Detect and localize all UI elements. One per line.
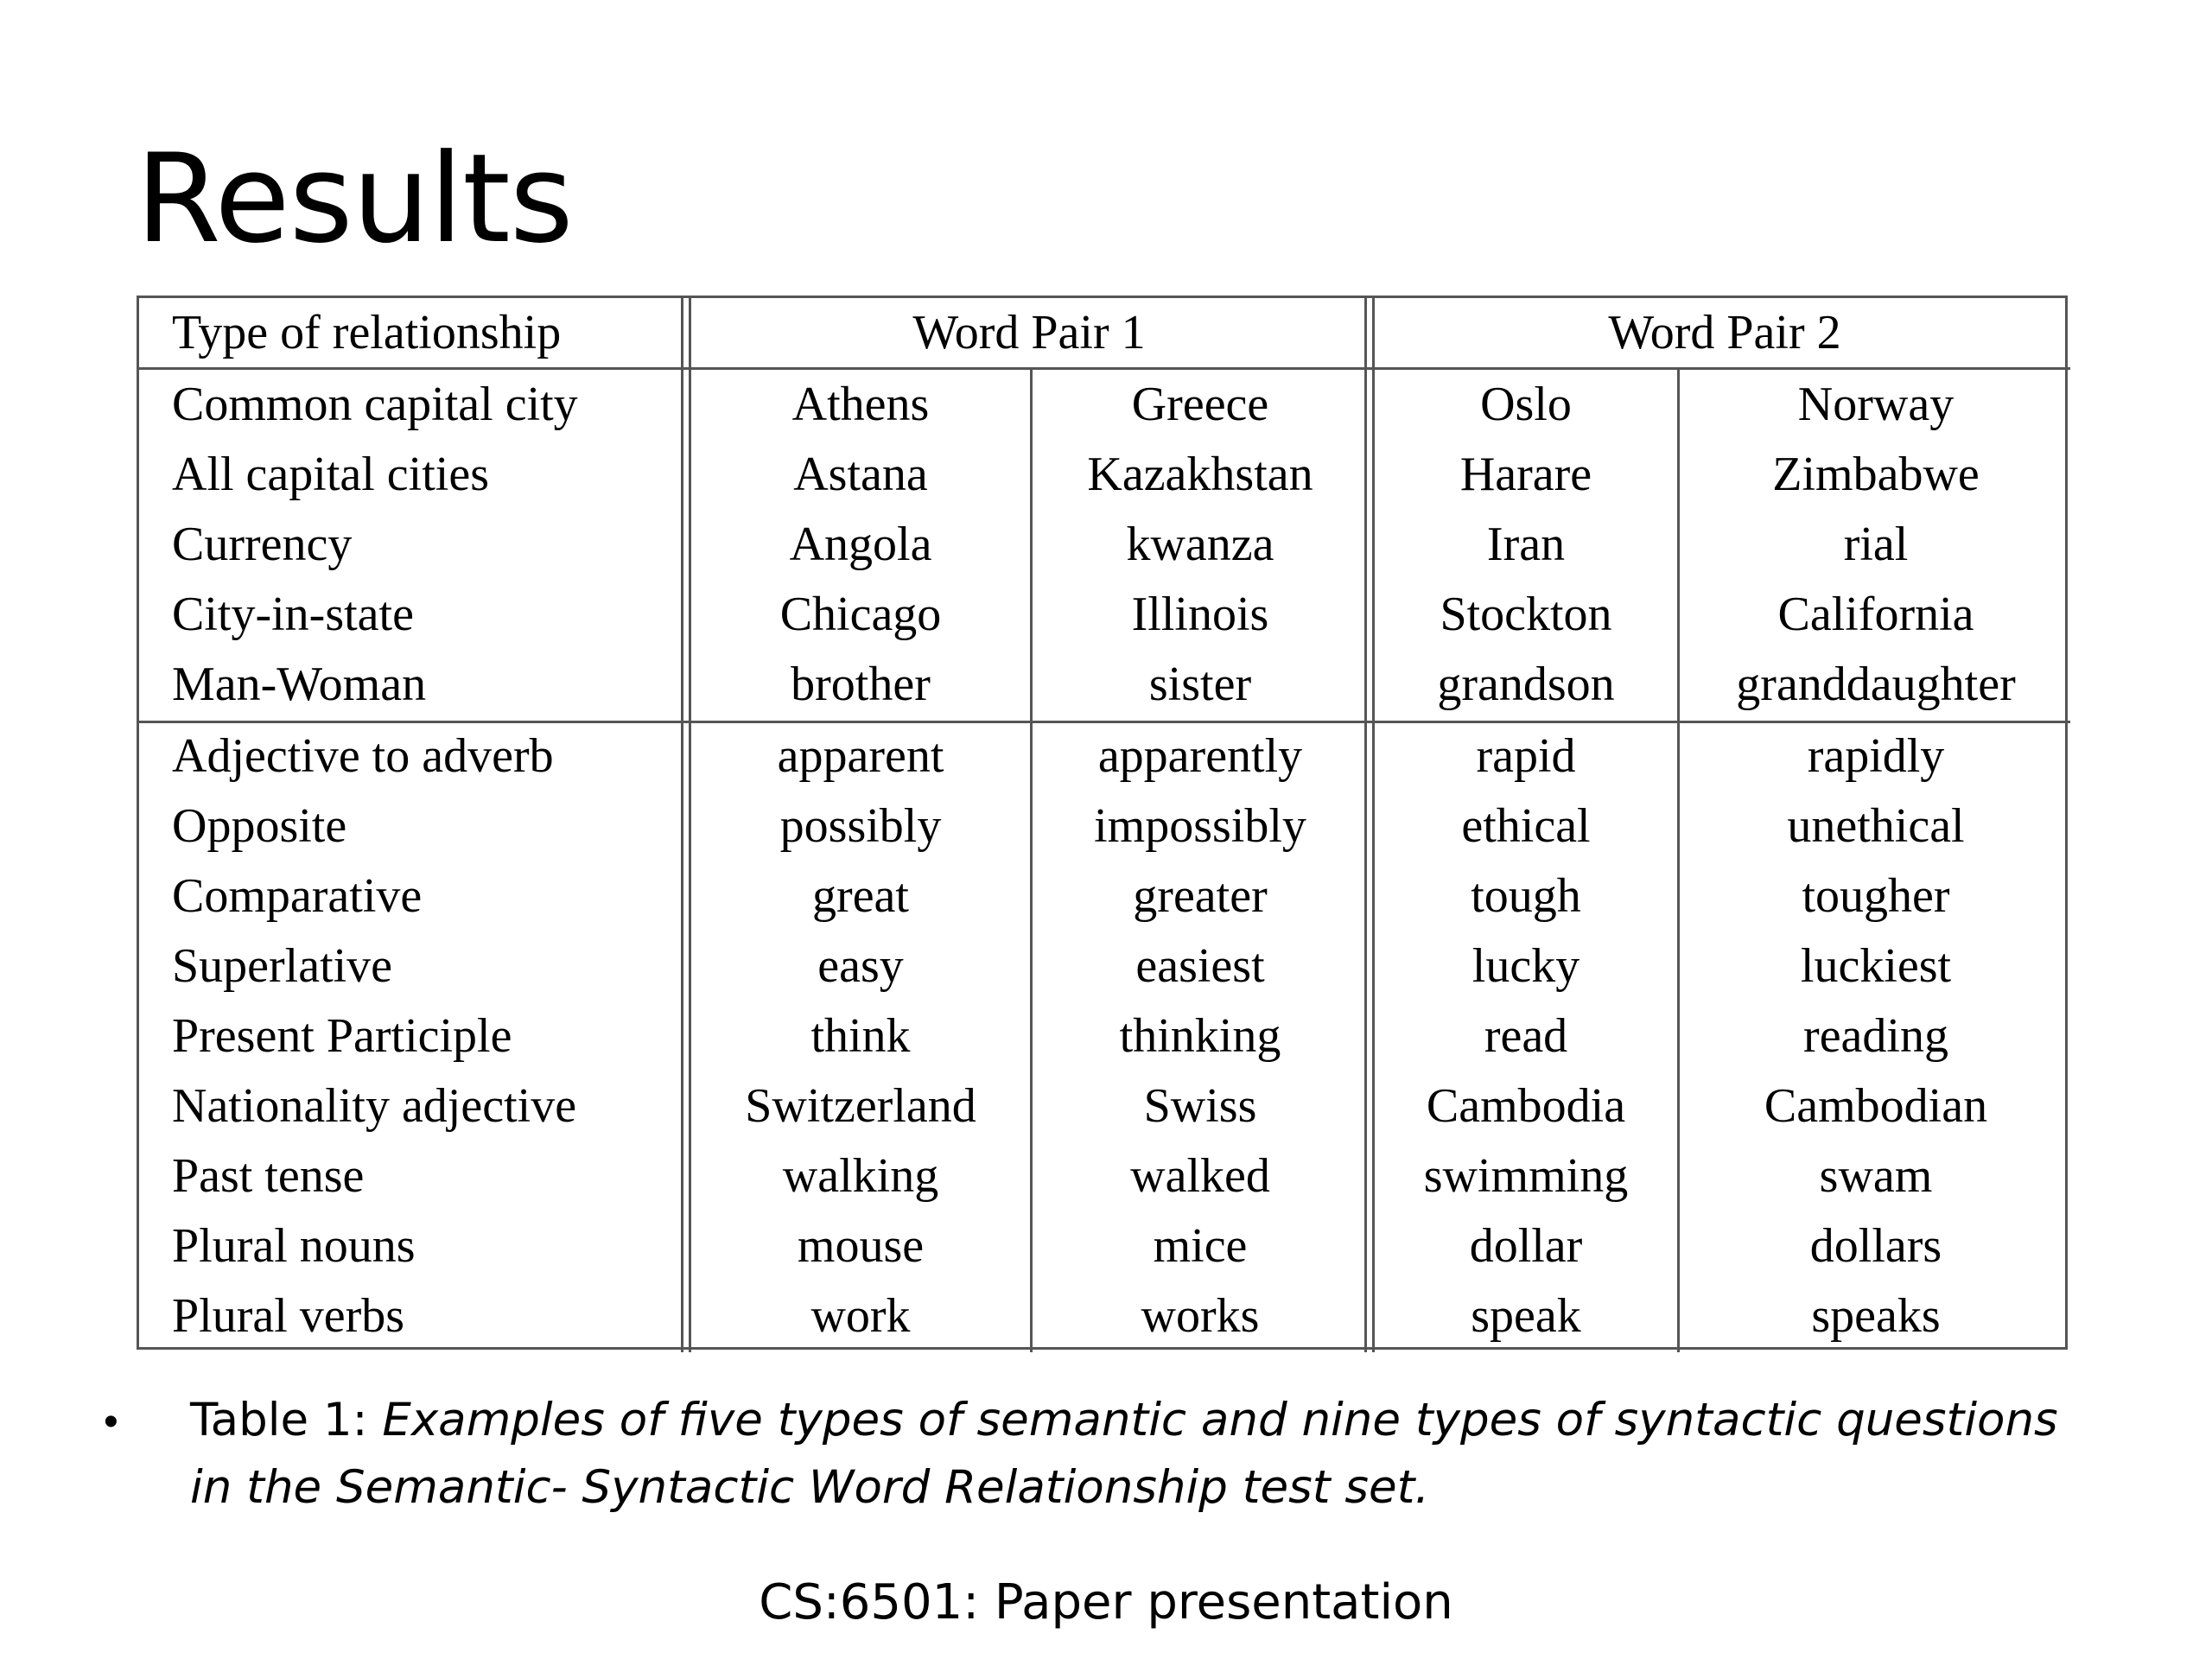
caption-prefix: Table 1: — [190, 1394, 383, 1446]
divider-pairs-double-a — [1364, 298, 1367, 1352]
divider-type-double-b — [689, 298, 691, 1352]
syntactic-row-pair1-word1: walking — [782, 1149, 939, 1203]
syntactic-row-relationship-type: Opposite — [172, 799, 347, 853]
semantic-row-pair1-word1: Astana — [793, 448, 928, 501]
divider-pair2-words — [1677, 367, 1680, 1352]
semantic-row-pair1-word1: Chicago — [779, 588, 942, 641]
slide-title: Results — [136, 128, 573, 270]
semantic-row-pair2-word1: grandson — [1437, 658, 1615, 711]
syntactic-row-relationship-type: Past tense — [172, 1149, 365, 1203]
syntactic-row-pair2-word1: Cambodia — [1426, 1079, 1626, 1133]
semantic-row-pair2-word1: Harare — [1459, 448, 1592, 501]
syntactic-row-pair1-word2: greater — [1133, 869, 1268, 923]
semantic-row-pair2-word2: granddaughter — [1736, 658, 2016, 711]
word-relationship-table — [137, 296, 2068, 1350]
semantic-row-pair1-word1: brother — [791, 658, 931, 711]
syntactic-row-pair1-word1: think — [810, 1009, 911, 1063]
caption-italic-text: Examples of five types of semantic and nine types of syntactic questions in the Semantic- Syntactic Word Relationship test set. — [190, 1394, 2058, 1514]
semantic-row-relationship-type: All capital cities — [172, 448, 489, 501]
syntactic-row-pair1-word2: Swiss — [1143, 1079, 1257, 1133]
syntactic-row-pair1-word1: great — [812, 869, 909, 923]
header-word-pair-1: Word Pair 1 — [912, 306, 1146, 359]
semantic-row-relationship-type: Man-Woman — [172, 658, 427, 711]
syntactic-row-pair1-word2: works — [1141, 1289, 1260, 1343]
syntactic-row-pair1-word1: Switzerland — [745, 1079, 976, 1133]
syntactic-row-pair2-word2: reading — [1803, 1009, 1948, 1063]
semantic-row-pair1-word2: kwanza — [1126, 518, 1274, 571]
syntactic-row-pair2-word2: dollars — [1809, 1219, 1942, 1273]
syntactic-row-pair2-word1: ethical — [1461, 799, 1591, 853]
syntactic-row-pair2-word2: tougher — [1802, 869, 1950, 923]
syntactic-row-pair1-word1: possibly — [779, 799, 942, 853]
syntactic-row-relationship-type: Plural verbs — [172, 1289, 405, 1343]
syntactic-row-pair1-word2: easiest — [1135, 939, 1265, 993]
syntactic-row-pair2-word2: Cambodian — [1764, 1079, 1988, 1133]
semantic-row-pair2-word2: Norway — [1797, 378, 1955, 431]
semantic-row-pair2-word2: California — [1777, 588, 1974, 641]
syntactic-row-relationship-type: Present Participle — [172, 1009, 512, 1063]
semantic-row-pair2-word1: Oslo — [1480, 378, 1572, 431]
semantic-row-pair1-word2: Illinois — [1131, 588, 1269, 641]
divider-pairs-double-b — [1372, 298, 1375, 1352]
syntactic-row-pair2-word1: swimming — [1423, 1149, 1629, 1203]
syntactic-row-pair2-word1: tough — [1471, 869, 1581, 923]
table-caption — [190, 1387, 2108, 1522]
syntactic-row-pair1-word1: easy — [817, 939, 904, 993]
syntactic-row-pair2-word2: unethical — [1787, 799, 1965, 853]
syntactic-row-pair2-word2: rapidly — [1807, 729, 1945, 783]
syntactic-row-relationship-type: Comparative — [172, 869, 423, 923]
syntactic-row-pair2-word1: read — [1484, 1009, 1568, 1063]
syntactic-row-pair2-word1: dollar — [1469, 1219, 1583, 1273]
syntactic-row-pair2-word2: swam — [1819, 1149, 1933, 1203]
syntactic-row-relationship-type: Adjective to adverb — [172, 729, 554, 783]
semantic-syntactic-divider — [139, 721, 2070, 723]
syntactic-row-pair1-word2: thinking — [1119, 1009, 1281, 1063]
syntactic-row-relationship-type: Plural nouns — [172, 1219, 416, 1273]
syntactic-row-pair2-word1: rapid — [1476, 729, 1576, 783]
syntactic-row-pair2-word1: lucky — [1471, 939, 1580, 993]
header-type-of-relationship: Type of relationship — [172, 306, 562, 359]
semantic-row-pair2-word1: Iran — [1486, 518, 1566, 571]
semantic-row-pair2-word2: rial — [1843, 518, 1909, 571]
syntactic-row-pair1-word2: apparently — [1097, 729, 1303, 783]
syntactic-row-pair1-word2: impossibly — [1094, 799, 1306, 853]
syntactic-row-pair1-word2: walked — [1130, 1149, 1270, 1203]
header-word-pair-2: Word Pair 2 — [1608, 306, 1841, 359]
divider-type-double-a — [681, 298, 683, 1352]
syntactic-row-pair1-word1: work — [810, 1289, 911, 1343]
semantic-row-pair1-word2: Greece — [1131, 378, 1269, 431]
syntactic-row-pair2-word1: speak — [1471, 1289, 1581, 1343]
divider-pair1-words — [1030, 367, 1033, 1352]
syntactic-row-relationship-type: Superlative — [172, 939, 393, 993]
header-divider — [139, 367, 2070, 370]
semantic-row-relationship-type: City-in-state — [172, 588, 414, 641]
semantic-row-pair1-word1: Angola — [789, 518, 932, 571]
semantic-row-pair1-word1: Athens — [791, 378, 930, 431]
syntactic-row-relationship-type: Nationality adjective — [172, 1079, 577, 1133]
semantic-row-pair2-word1: Stockton — [1440, 588, 1612, 641]
semantic-row-pair1-word2: Kazakhstan — [1087, 448, 1313, 501]
semantic-row-relationship-type: Currency — [172, 518, 353, 571]
syntactic-row-pair2-word2: luckiest — [1800, 939, 1952, 993]
semantic-row-pair1-word2: sister — [1148, 658, 1252, 711]
semantic-row-pair2-word2: Zimbabwe — [1772, 448, 1980, 501]
syntactic-row-pair2-word2: speaks — [1811, 1289, 1941, 1343]
bullet-marker: • — [104, 1399, 118, 1445]
semantic-row-relationship-type: Common capital city — [172, 378, 578, 431]
syntactic-row-pair1-word2: mice — [1153, 1219, 1248, 1273]
syntactic-row-pair1-word1: apparent — [777, 729, 944, 783]
slide-footer: CS:6501: Paper presentation — [759, 1574, 1453, 1630]
syntactic-row-pair1-word1: mouse — [797, 1219, 925, 1273]
